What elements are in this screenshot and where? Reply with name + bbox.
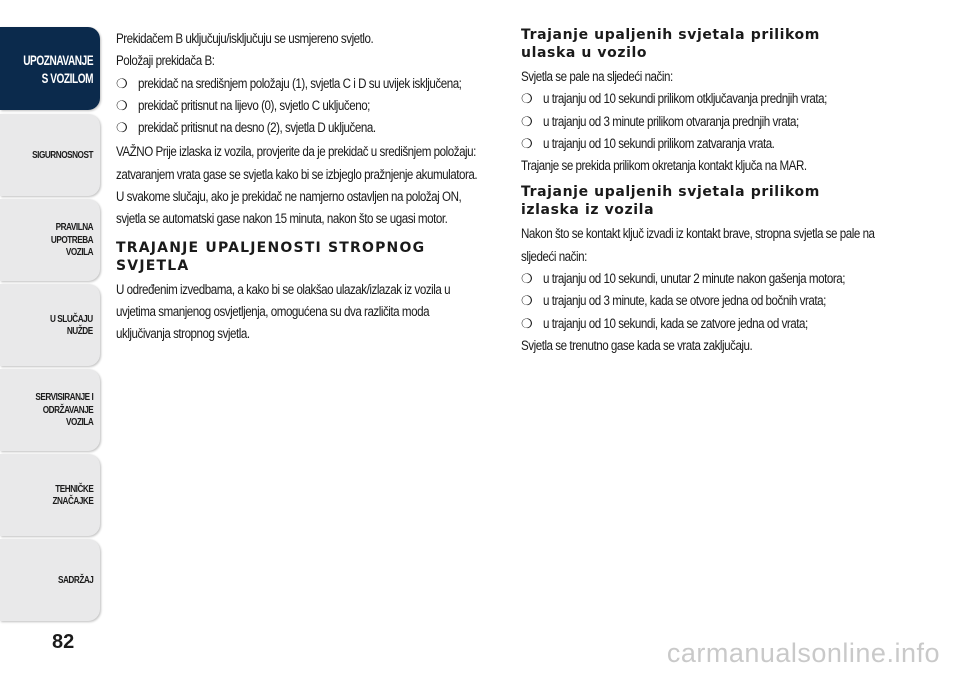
list-item: ❍ prekidač na središnjem položaju (1), svjetla C i D su uvijek isključena; <box>116 73 500 95</box>
paragraph-line: Trajanje se prekida prilikom okretanja kontakt ključa na MAR. <box>521 158 807 174</box>
tab-tehnicke-znacajke[interactable]: TEHNIČKE ZNAČAJKE <box>0 454 100 536</box>
bullet-circle-icon: ❍ <box>521 271 533 287</box>
paragraph-intro: Prekidačem B uključuju/isključuju se usmjereno svjetlo. <box>116 31 374 46</box>
bullet-circle-icon: ❍ <box>521 315 533 331</box>
right-column <box>521 28 909 357</box>
section-heading: Trajanje upaljenih svjetala prilikom izlaska iz vozila <box>521 184 820 219</box>
tab-pravilna-upotreba-vozila[interactable]: PRAVILNA UPOTREBA VOZILA <box>0 199 100 281</box>
paragraph-line: uvjetima smanjenog osvjetljenja, omogućena su dva različita moda <box>116 303 430 319</box>
paragraph-positions: Položaji prekidača B: <box>116 53 215 69</box>
bullet-circle-icon: ❍ <box>116 120 128 136</box>
list-item: ❍ u trajanju od 10 sekundi prilikom otključavanja prednjih vrata; <box>521 88 909 110</box>
list-item: ❍ u trajanju od 3 minute prilikom otvaranja prednjih vrata; <box>521 111 909 133</box>
section-heading: Trajanje upaljenih svjetala prilikom ulaska u vozilo <box>521 27 820 61</box>
paragraph-line: U svakome slučaju, ako je prekidač ne namjerno ostavljen na položaj ON, <box>116 189 462 205</box>
list-item: ❍ u trajanju od 10 sekundi prilikom zatvaranja vrata. <box>521 133 909 155</box>
list-item: ❍ u trajanju od 10 sekundi, kada se zatvore jedna od vrata; <box>521 313 909 335</box>
list-item: ❍ prekidač pritisnut na lijevo (0), svjetlo C uključeno; <box>116 95 500 117</box>
tab-sigurnosnost[interactable]: SIGURNOSNOST <box>0 114 100 196</box>
warning-line: zatvaranjem vrata gase se svjetla kako bi se izbjeglo pražnjenje akumulatora. <box>116 166 478 182</box>
paragraph-line: Svjetla se trenutno gase kada se vrata zaključaju. <box>521 337 753 353</box>
watermark: carmanualsonline.info <box>666 638 940 668</box>
chapter-sidebar <box>0 0 102 677</box>
paragraph-line: Nakon što se kontakt ključ izvadi iz kontakt brave, stropna svjetla se pale na <box>521 226 875 242</box>
list-item: ❍ u trajanju od 10 sekundi, unutar 2 minute nakon gašenja motora; <box>521 268 909 290</box>
tab-servisiranje-i-odrzavanje[interactable]: SERVISIRANJE I ODRŽAVANJE VOZILA <box>0 369 100 451</box>
paragraph-line: sljedeći način: <box>521 248 587 264</box>
paragraph-line: Svjetla se pale na sljedeći način: <box>521 69 673 84</box>
tab-sadrzaj[interactable]: SADRŽAJ <box>0 539 100 621</box>
bullet-circle-icon: ❍ <box>521 135 533 151</box>
bullet-circle-icon: ❍ <box>521 293 533 309</box>
page-number: 82 <box>52 631 75 653</box>
bullet-circle-icon: ❍ <box>521 91 533 107</box>
tab-upoznavanje-s-vozilom[interactable]: UPOZNAVANJE S VOZILOM <box>0 27 100 110</box>
bullet-circle-icon: ❍ <box>521 113 533 129</box>
paragraph-line: uključivanja stropnog svjetla. <box>116 326 250 342</box>
list-item: ❍ u trajanju od 3 minute, kada se otvore jedna od bočnih vrata; <box>521 290 909 312</box>
paragraph-line: svjetla se automatski gase nakon 15 minuta, nakon što se ugasi motor. <box>116 211 448 227</box>
bullet-circle-icon: ❍ <box>116 75 128 91</box>
left-column <box>116 28 500 346</box>
paragraph-line: U određenim izvedbama, a kako bi se olakšao ulazak/izlazak iz vozila u <box>116 281 451 297</box>
tab-u-slucaju-nuzde[interactable]: U SLUČAJU NUŽDE <box>0 284 100 366</box>
list-item: ❍ prekidač pritisnut na desno (2), svjetla D uključena. <box>116 117 500 139</box>
bullet-circle-icon: ❍ <box>116 97 128 113</box>
section-heading: TRAJANJE UPALJENOSTI STROPNOG SVJETLA <box>116 239 426 274</box>
warning-line: VAŽNO Prije izlaska iz vozila, provjerite da je prekidač u središnjem položaju: <box>116 144 476 160</box>
